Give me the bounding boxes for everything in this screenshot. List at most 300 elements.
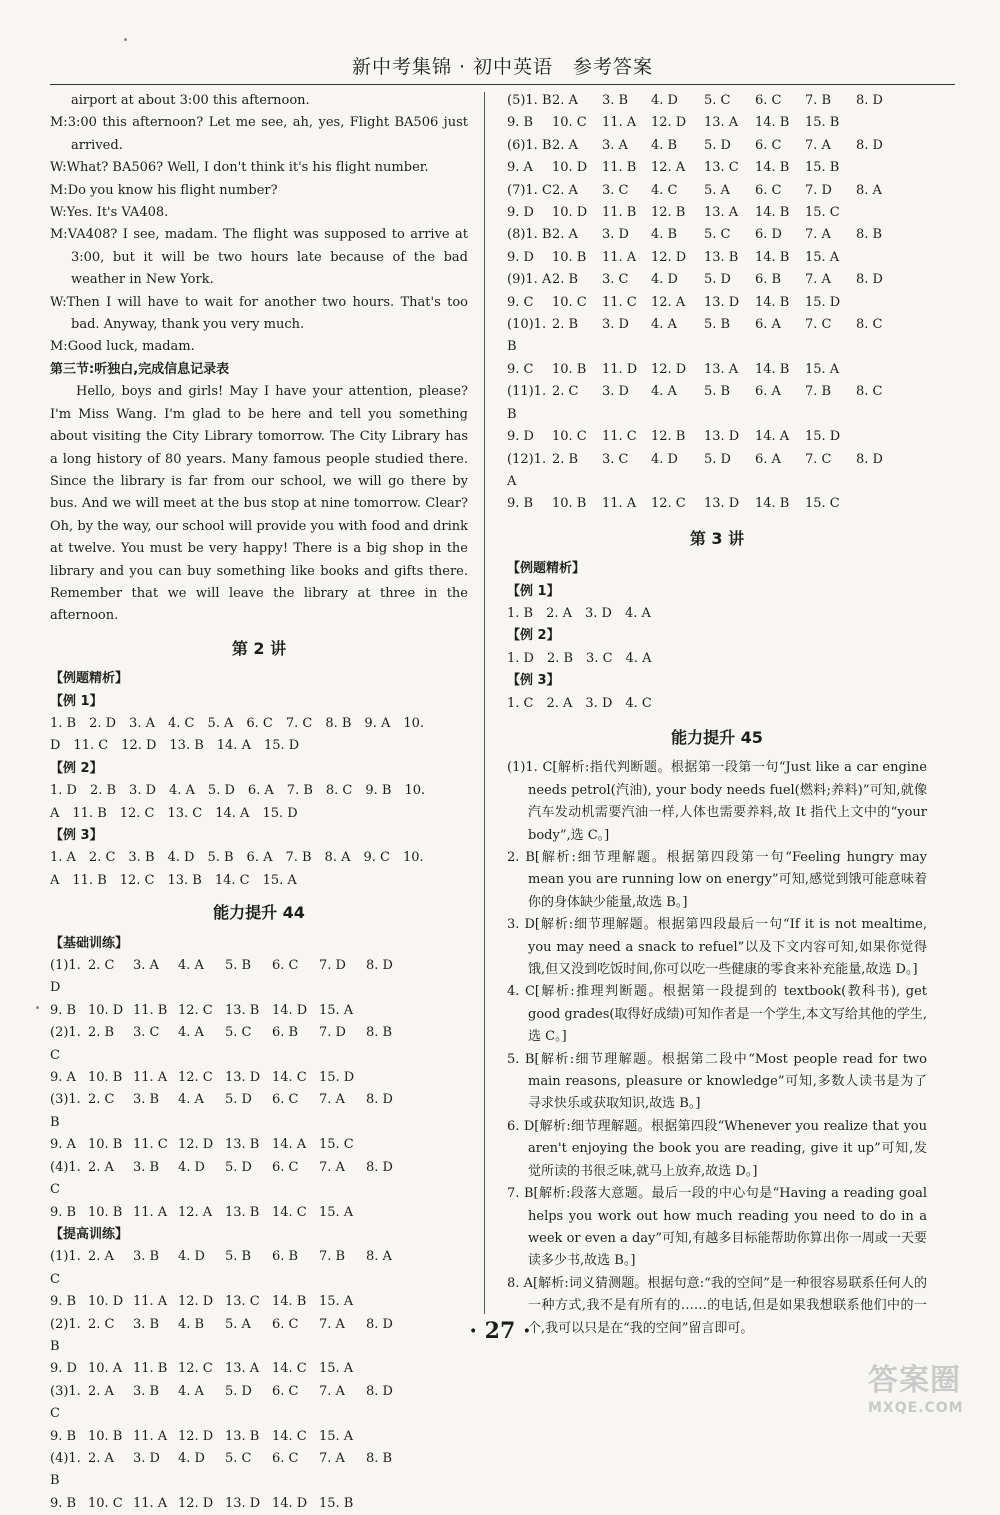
answer-cell: 6. D <box>755 227 782 243</box>
explanation-item: 7. B[解析:段落大意题。最后一段的中心句是“Having a reading goal helps you work out how much reading you need to do in a week or even a day”可知,有越多目标能帮助你算出你一周或一天要读多少书,故选 B。] <box>507 1186 927 1269</box>
answer-cell: 10. D <box>552 160 588 176</box>
answer-cell: 7. B <box>319 1249 346 1265</box>
answer-cell: 3. C <box>602 182 629 198</box>
answer-cell: 9. A <box>50 1137 76 1153</box>
answer-cell: 10. C <box>88 1495 123 1511</box>
answer-line: A 11. B 12. C 13. C 14. A 15. D <box>50 805 298 821</box>
answer-cell: 10. A <box>88 1361 123 1377</box>
answer-cell: 8. D <box>366 1383 393 1399</box>
answer-cell: 12. C <box>178 1070 213 1086</box>
answer-cell: 6. B <box>272 1249 299 1265</box>
example-label: 【例 2】 <box>507 628 560 644</box>
answer-cell: 12. A <box>651 294 686 310</box>
answer-cell: 5. B <box>704 384 731 400</box>
lesson3-title: 第 3 讲 <box>689 528 745 548</box>
answer-cell: 6. C <box>272 958 299 974</box>
answer-cell: 9. B <box>507 496 534 512</box>
answer-cell: 7. B <box>805 93 832 108</box>
lesson2-example-1 <box>50 691 468 758</box>
answer-cell: 11. A <box>602 249 637 265</box>
answer-cell <box>366 1000 411 1022</box>
answer-cell: 10. C <box>552 429 587 445</box>
answer-cell: 2. B <box>552 317 579 333</box>
answer-cell: 3. A <box>133 958 159 974</box>
explanation-item: 2. B[解析:细节理解题。根据第四段第一句“Feeling hungry may mean you are running low on energy”可知,感觉到饿可能意味着你的身体缺少能量,故选 B。] <box>507 850 927 910</box>
answer-cell: 7. C <box>805 451 832 467</box>
answer-cell: 4. D <box>651 93 678 108</box>
answer-cell: 5. C <box>704 227 731 243</box>
answer-cell: 9. C <box>507 294 534 310</box>
answer-cell: 14. B <box>755 294 790 310</box>
answer-cell: 5. D <box>225 1092 252 1108</box>
answer-cell: 9. B <box>507 115 534 131</box>
answer-cell: 12. C <box>178 1002 213 1018</box>
answer-cell: 5. C <box>225 1450 252 1466</box>
ability44-title: 能力提升 44 <box>213 903 305 923</box>
answer-cell: 8. D <box>856 272 883 288</box>
answer-cell: 9. B <box>50 1204 77 1220</box>
answer-cell: 15. B <box>805 160 840 176</box>
answer-cell: 9. B <box>50 1428 77 1444</box>
answer-cell: 9. D <box>507 249 534 265</box>
answer-cell: 6. C <box>272 1159 299 1175</box>
answer-cell <box>856 202 906 224</box>
answer-line: A 11. B 12. C 13. B 14. C 15. A <box>50 872 297 888</box>
answer-cell: 11. C <box>602 294 637 310</box>
answer-cell: 14. B <box>755 249 790 265</box>
answer-cell: 7. D <box>319 958 346 974</box>
answer-cell: 4. D <box>178 1450 205 1466</box>
advanced-training-label: 【提高训练】 <box>50 1226 129 1242</box>
monologue-text: Hello, boys and girls! May I have your attention, please? I'm Miss Wang. I'm glad to be here and tell you something about visiting the City Library tomorrow. The City Library has a long history of 80 years. Many famous people studied there. Since the library is far from our school, we will go there by bus. And we will meet at the bus stop at nine tomorrow. Clear? Oh, by the way, our school will provide you with food and drink at twelve. You must be very happy! There is a big shop in the library and you can buy something like books and gifts there. Remember that we will leave the library at three in the afternoon. <box>50 384 468 624</box>
answer-cell: 12. D <box>651 249 687 265</box>
example-label: 【例 1】 <box>507 583 560 599</box>
right-column <box>507 90 927 1340</box>
answer-cell <box>366 1067 411 1089</box>
answer-cell: (11)1. B <box>507 384 547 422</box>
answer-cell: 13. B <box>225 1204 260 1220</box>
answer-cell: 6. C <box>755 182 782 198</box>
answer-cell: 12. D <box>651 361 687 377</box>
answer-cell: 15. B <box>805 115 840 131</box>
answer-cell <box>366 1291 411 1313</box>
answer-cell: 12. D <box>651 115 687 131</box>
explanation-item: (1)1. C[解析:指代判断题。根据第一段第一句“Just like a car engine needs petrol(汽油), your body needs fuel(燃料;养料)”可知,就像汽车发动机需要汽油一样,人体也需要养料,故 It 指代上文中的“your body”,选 C。] <box>507 760 927 843</box>
answer-cell <box>856 112 906 134</box>
lesson3-example-1 <box>507 581 927 626</box>
answer-cell: 11. A <box>133 1204 168 1220</box>
answer-cell: 5. B <box>225 958 252 974</box>
answer-cell: 5. B <box>225 1249 252 1265</box>
answer-cell: 2. A <box>88 1159 114 1175</box>
answer-cell <box>856 157 906 179</box>
answer-cell: 5. C <box>704 93 731 108</box>
answer-cell <box>856 359 906 381</box>
answer-cell: 3. D <box>602 317 629 333</box>
answer-cell: 13. D <box>225 1070 261 1086</box>
answer-cell: 12. C <box>651 496 686 512</box>
answer-cell: 6. A <box>755 317 781 333</box>
answer-cell: 6. B <box>272 1025 299 1041</box>
continued-answers <box>507 90 927 516</box>
answer-cell: 10. B <box>88 1070 123 1086</box>
answer-cell: 6. C <box>272 1450 299 1466</box>
answer-cell: 13. A <box>704 361 739 377</box>
page-header <box>50 52 955 85</box>
answer-cell: 4. A <box>178 1383 204 1399</box>
dialogue-line: airport at about 3:00 this afternoon. <box>71 93 310 108</box>
answer-cell: 10. C <box>552 115 587 131</box>
dialogue-line: M:3:00 this afternoon? Let me see, ah, yes, Flight BA506 just arrived. <box>50 115 468 153</box>
answer-line: 1. B 2. D 3. A 4. C 5. A 6. C 7. C 8. B 9. A 10. <box>50 715 425 731</box>
answer-cell: 13. B <box>225 1137 260 1153</box>
example-label: 【例 1】 <box>50 693 103 709</box>
answer-cell: (3)1. B <box>50 1092 81 1130</box>
answer-cell: 4. C <box>651 182 678 198</box>
example-label: 【例 3】 <box>50 828 103 843</box>
answer-cell: 3. B <box>133 1316 160 1332</box>
answer-cell: 6. C <box>272 1383 299 1399</box>
answer-cell: 10. B <box>88 1204 123 1220</box>
answer-cell: 14. B <box>272 1294 307 1310</box>
answer-cell: 13. D <box>704 429 740 445</box>
answer-cell: 13. A <box>225 1361 260 1377</box>
answer-cell: 13. A <box>704 115 739 131</box>
answer-cell: 15. A <box>319 1204 354 1220</box>
scan-speck <box>36 1006 39 1009</box>
answer-cell: 2. A <box>88 1249 114 1265</box>
answer-cell: 6. B <box>755 272 782 288</box>
answer-cell: 4. D <box>178 1249 205 1265</box>
answer-cell: 13. C <box>704 160 739 176</box>
answer-cell: 14. D <box>272 1495 308 1511</box>
answer-cell: 15. B <box>319 1495 354 1511</box>
answer-cell: 6. A <box>755 451 781 467</box>
section3-heading: 第三节:听独白,完成信息记录表 <box>50 361 230 377</box>
answer-cell: 7. A <box>319 1092 345 1108</box>
answer-cell: 13. D <box>704 294 740 310</box>
answer-cell: 10. D <box>88 1294 124 1310</box>
answer-cell: (4)1. B <box>50 1450 81 1489</box>
answer-cell: 5. D <box>225 1383 252 1399</box>
answer-cell: 9. D <box>50 1361 77 1377</box>
answer-cell: (10)1. B <box>507 317 547 355</box>
answer-cell: 5. D <box>704 272 731 288</box>
answer-line: 1. C 2. A 3. D 4. C <box>507 695 652 711</box>
answer-cell: (1)1. D <box>50 958 81 996</box>
answer-cell <box>366 1358 411 1380</box>
answer-cell: 7. A <box>319 1159 345 1175</box>
answer-cell: 12. B <box>651 205 686 221</box>
dialogue-line: W:Yes. It's VA408. <box>50 205 169 221</box>
lesson2-example-2 <box>50 758 468 825</box>
explanation-item: 4. C[解析:推理判断题。根据第一段提到的 textbook(教科书), get good grades(取得好成绩)可知作者是一个学生,本文写给其他的学生,选 C。] <box>507 984 927 1045</box>
answer-cell: 2. A <box>88 1450 114 1466</box>
answer-cell: 2. B <box>552 451 579 467</box>
answer-cell: 12. D <box>178 1294 214 1310</box>
answer-cell: 4. B <box>178 1316 205 1332</box>
answer-cell: 7. A <box>805 272 831 288</box>
answer-cell: 3. B <box>133 1092 160 1108</box>
answer-cell: 10. B <box>552 496 587 512</box>
answer-cell: 5. D <box>704 451 731 467</box>
explanation-item: 5. B[解析:细节理解题。根据第二段中“Most people read for two main reasons, pleasure or knowledge”可知,多数人读书是为了寻求快乐或获取知识,故选 B。] <box>507 1051 927 1112</box>
answer-line: D 11. C 12. D 13. B 14. A 15. D <box>50 738 300 754</box>
dialogue-line: W:Then I will have to wait for another two hours. That's too bad. Anyway, thank you very much. <box>50 294 468 333</box>
answer-cell: 4. B <box>651 137 678 153</box>
answer-cell: 11. C <box>602 429 637 445</box>
answer-cell: 11. A <box>602 115 637 131</box>
answer-cell: 2. A <box>552 182 578 198</box>
answer-cell: 4. A <box>178 1092 204 1108</box>
answer-cell: 9. D <box>507 205 534 221</box>
dialogue-line: M:Do you know his flight number? <box>50 182 278 198</box>
answer-cell: 8. D <box>856 137 883 153</box>
answer-cell: 6. C <box>755 93 782 108</box>
basic-training-answers <box>50 955 468 1224</box>
basic-training-label: 【基础训练】 <box>50 935 129 951</box>
answer-cell: 12. B <box>651 429 686 445</box>
answer-cell: 14. C <box>272 1070 307 1086</box>
answer-cell: 10. B <box>552 361 587 377</box>
answer-cell: 3. C <box>133 1025 160 1041</box>
answer-cell: 15. A <box>319 1361 354 1377</box>
answer-cell: 15. D <box>319 1070 355 1086</box>
answer-cell: 15. A <box>319 1428 354 1444</box>
answer-cell: 15. A <box>805 249 840 265</box>
answer-cell: 7. A <box>319 1450 345 1466</box>
answer-cell: 13. C <box>225 1294 260 1310</box>
answer-cell: 11. A <box>133 1428 168 1444</box>
answer-cell: 6. C <box>272 1316 299 1332</box>
answer-cell: 10. C <box>552 294 587 310</box>
answer-cell: (1)1. C <box>50 1249 81 1287</box>
explanation-item: 3. D[解析:细节理解题。根据第四段最后一句“If it is not mealtime, you may need a snack to refuel”以及下文内容可知,如果你觉得饿,但又没到吃饭时间,你可以吃一些健康的零食来补充能量,故选 D。] <box>507 917 927 978</box>
answer-cell: 8. A <box>366 1249 392 1265</box>
answer-cell: (4)1. C <box>50 1159 81 1198</box>
answer-cell: 10. D <box>88 1002 124 1018</box>
scan-speck <box>124 38 127 41</box>
example-label: 【例 2】 <box>50 760 103 776</box>
answer-cell: 3. C <box>602 272 629 288</box>
answer-cell: 11. B <box>133 1002 168 1018</box>
answer-cell: 9. C <box>507 361 534 377</box>
answer-cell: 8. A <box>856 182 882 198</box>
left-column <box>50 90 468 1515</box>
answer-cell: (12)1. A <box>507 451 547 489</box>
answer-cell: 15. D <box>805 429 841 445</box>
answer-cell: 11. A <box>133 1070 168 1086</box>
answer-cell: 12. C <box>178 1361 213 1377</box>
answer-cell: 12. A <box>651 160 686 176</box>
advanced-training-answers <box>50 1246 468 1515</box>
watermark-logo <box>868 1362 988 1426</box>
answer-cell: 2. C <box>552 384 579 400</box>
answer-cell: 6. C <box>272 1092 299 1108</box>
answer-cell: 7. A <box>805 137 831 153</box>
answer-cell: 7. D <box>805 182 832 198</box>
answer-cell: 4. A <box>178 1025 204 1041</box>
answer-cell: 7. D <box>319 1025 346 1041</box>
answer-cell: 6. C <box>755 137 782 153</box>
answer-cell: 14. B <box>755 205 790 221</box>
answer-cell: 3. B <box>133 1383 160 1399</box>
answer-cell: 3. B <box>133 1159 160 1175</box>
answer-cell: 12. D <box>178 1137 214 1153</box>
answer-cell: 7. C <box>805 317 832 333</box>
example-label: 【例 3】 <box>507 673 560 689</box>
answer-cell: 14. B <box>755 361 790 377</box>
answer-cell: 11. B <box>602 160 637 176</box>
answer-cell: 14. C <box>272 1361 307 1377</box>
answer-cell <box>366 1493 411 1515</box>
answer-cell: 7. A <box>805 227 831 243</box>
answer-cell <box>366 1202 411 1224</box>
answer-cell: (5)1. B <box>507 93 552 108</box>
answer-cell: 8. D <box>366 1316 393 1332</box>
answer-line: 1. D 2. B 3. C 4. A <box>507 650 652 666</box>
dialogue-line: M:Good luck, madam. <box>50 339 195 355</box>
answer-cell: 11. D <box>602 361 638 377</box>
answer-cell: 8. D <box>366 1159 393 1175</box>
answer-cell: 11. A <box>133 1495 168 1511</box>
answer-cell: 11. A <box>133 1294 168 1310</box>
answer-cell: (9)1. A <box>507 272 552 288</box>
answer-cell: 14. C <box>272 1204 307 1220</box>
answer-cell: 9. A <box>50 1070 76 1086</box>
lesson3-example-3 <box>507 670 927 715</box>
answer-cell: 9. B <box>50 1294 77 1310</box>
answer-cell: 13. B <box>225 1002 260 1018</box>
answer-cell: 7. A <box>319 1383 345 1399</box>
answer-cell: 8. B <box>366 1025 393 1041</box>
answer-line: 1. B 2. A 3. D 4. A <box>507 605 651 621</box>
answer-cell: 4. A <box>651 317 677 333</box>
answer-cell: 2. B <box>552 272 579 288</box>
answer-cell: 5. C <box>225 1025 252 1041</box>
page-number: · 27 · <box>469 1318 531 1344</box>
answer-cell: 10. B <box>552 249 587 265</box>
answer-cell: 5. A <box>225 1316 251 1332</box>
explanation-item: 8. A[解析:词义猜测题。根据句意:“我的空间”是一种很容易联系任何人的一种方式,我不是有所有的……的电话,但是如果我想联系他们中的一个,我可以只是在“我的空间”留言即可。 <box>507 1275 927 1336</box>
answer-cell: 13. B <box>225 1428 260 1444</box>
ability45-explanations <box>507 757 927 1340</box>
answer-cell: 15. A <box>319 1294 354 1310</box>
lesson2-title: 第 2 讲 <box>231 638 287 658</box>
watermark-url: MXQE.COM <box>868 1400 964 1416</box>
lesson2-example-3 <box>50 825 468 892</box>
answer-cell: 3. D <box>602 227 629 243</box>
answer-cell: 14. A <box>272 1137 307 1153</box>
answer-cell: 5. A <box>704 182 730 198</box>
answer-cell: 6. A <box>755 384 781 400</box>
answer-cell: 13. D <box>225 1495 261 1511</box>
answer-cell: 2. A <box>552 227 578 243</box>
answer-cell: 11. B <box>602 205 637 221</box>
answer-cell: 12. D <box>178 1495 214 1511</box>
answer-cell <box>856 426 906 448</box>
answer-cell: 3. B <box>602 93 629 108</box>
answer-cell: 12. D <box>178 1428 214 1444</box>
answer-cell: 10. B <box>88 1428 123 1444</box>
answer-cell: 3. C <box>602 451 629 467</box>
dialogue-line: M:VA408? I see, madam. The flight was supposed to arrive at 3:00, but it will be two hours late because of the bad weather in New York. <box>50 227 468 288</box>
answer-cell: 3. D <box>133 1450 160 1466</box>
answer-cell: (2)1. C <box>50 1025 81 1063</box>
answer-cell: 4. A <box>651 384 677 400</box>
answer-cell: 2. A <box>552 137 578 153</box>
answer-cell: 10. D <box>552 205 588 221</box>
answer-cell: 7. A <box>319 1316 345 1332</box>
answer-cell: 13. A <box>704 205 739 221</box>
dialogue-line: W:What? BA506? Well, I don't think it's his flight number. <box>50 160 429 176</box>
answer-cell: 15. A <box>805 361 840 377</box>
answer-cell: 12. A <box>178 1204 213 1220</box>
answer-cell <box>856 247 906 269</box>
answer-cell: 5. D <box>225 1159 252 1175</box>
answer-cell: 7. B <box>805 384 832 400</box>
answer-line: 1. D 2. B 3. D 4. A 5. D 6. A 7. B 8. C 9. B 10. <box>50 783 426 799</box>
answer-cell: 3. D <box>602 384 629 400</box>
answer-cell: 14. B <box>755 496 790 512</box>
answer-cell: 4. D <box>651 451 678 467</box>
ability45-title: 能力提升 45 <box>671 727 763 747</box>
answer-cell <box>856 292 906 314</box>
answer-cell: 9. A <box>507 160 533 176</box>
answer-cell: 8. C <box>856 384 883 400</box>
answer-cell: (7)1. C <box>507 182 552 198</box>
answer-cell: 2. C <box>88 1092 115 1108</box>
answer-cell <box>366 1134 411 1156</box>
lesson3-example-2 <box>507 625 927 670</box>
answer-cell: 15. C <box>319 1137 354 1153</box>
answer-cell <box>856 493 906 515</box>
answer-cell: 8. B <box>856 227 883 243</box>
answer-cell: 2. A <box>88 1383 114 1399</box>
answer-cell: (6)1. B <box>507 137 552 153</box>
header-title: 新中考集锦 · 初中英语 参考答案 <box>351 56 654 78</box>
answer-cell: 9. B <box>50 1495 77 1511</box>
answer-cell: 15. C <box>805 205 840 221</box>
answer-cell: 15. D <box>805 294 841 310</box>
answer-cell: 3. B <box>133 1249 160 1265</box>
answer-cell: 15. C <box>805 496 840 512</box>
answer-cell: 13. B <box>704 249 739 265</box>
answer-cell: 13. D <box>704 496 740 512</box>
answer-cell: 11. B <box>133 1361 168 1377</box>
answer-cell: 5. B <box>704 317 731 333</box>
answer-cell: 15. A <box>319 1002 354 1018</box>
dialogue <box>50 90 468 359</box>
answer-cell: 14. B <box>755 115 790 131</box>
answer-cell: 8. C <box>856 317 883 333</box>
column-divider <box>484 92 485 1314</box>
answer-cell: 8. D <box>856 451 883 467</box>
answer-cell: (8)1. B <box>507 227 552 243</box>
answer-cell: 14. B <box>755 160 790 176</box>
answer-cell: 2. B <box>88 1025 115 1041</box>
answer-cell: 14. C <box>272 1428 307 1444</box>
answer-cell: 2. C <box>88 1316 115 1332</box>
answer-cell: 8. D <box>856 93 883 108</box>
answer-cell: (2)1. B <box>50 1316 81 1354</box>
answer-cell: 4. D <box>178 1159 205 1175</box>
answer-line: 1. A 2. C 3. B 4. D 5. B 6. A 7. B 8. A 9. C 10. <box>50 850 424 866</box>
answer-cell: 8. D <box>366 958 393 974</box>
answer-cell: 9. B <box>50 1002 77 1018</box>
answer-cell: 4. D <box>651 272 678 288</box>
answer-cell: (3)1. C <box>50 1383 81 1422</box>
